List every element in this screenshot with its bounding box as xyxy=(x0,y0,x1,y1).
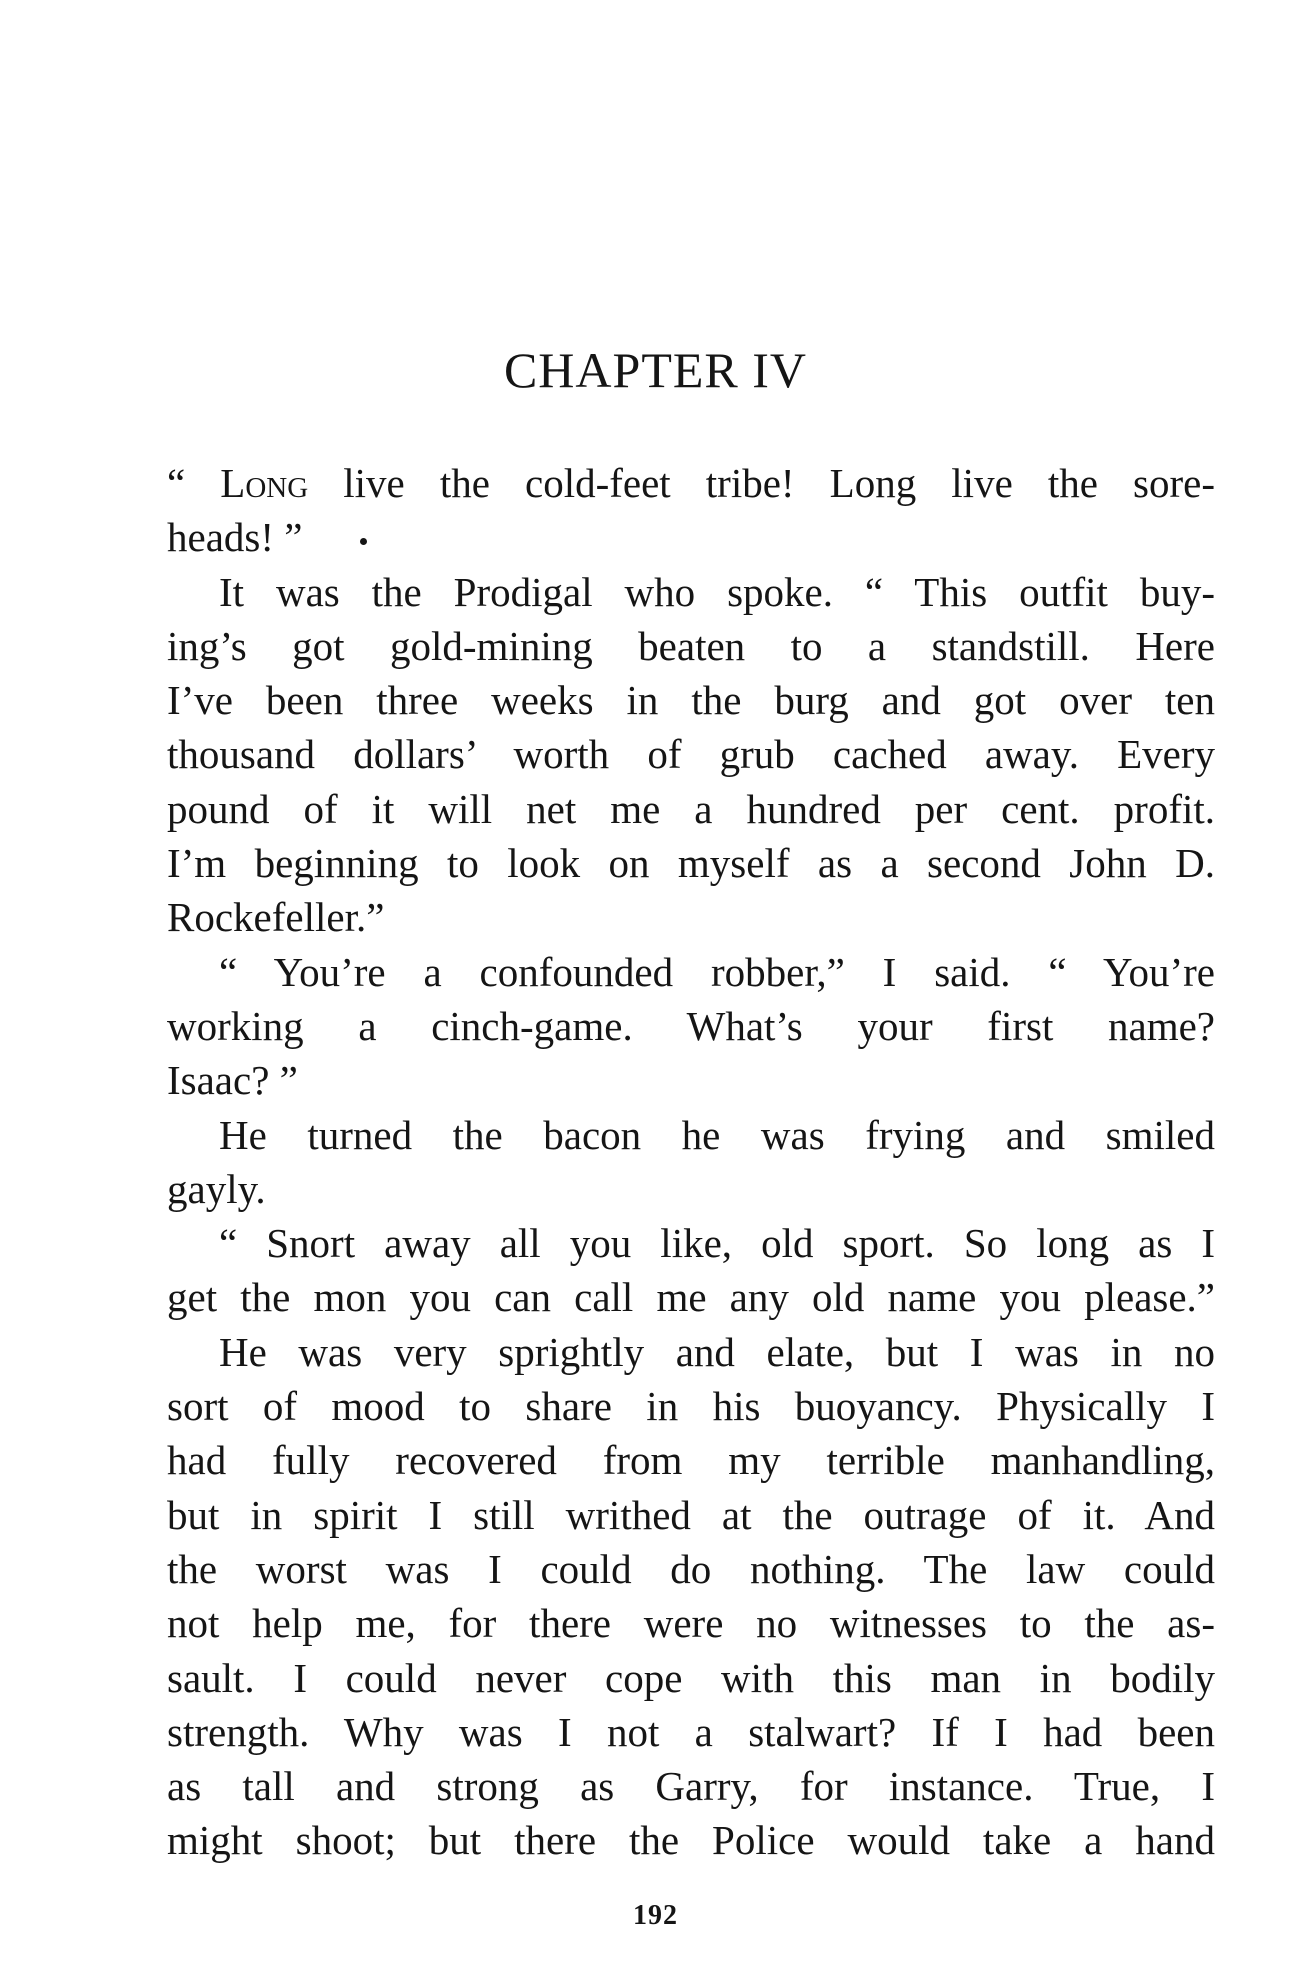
line-text: I’ve been three weeks in the burg and got over ten xyxy=(167,677,1215,724)
line-text: Isaac? ” xyxy=(167,1057,298,1104)
line-text: He turned the bacon he was frying and smiled xyxy=(219,1111,1215,1158)
line-text: had fully recovered from my terrible manhandling, xyxy=(167,1437,1215,1484)
page-number: 192 xyxy=(633,1900,678,1931)
text-line xyxy=(167,1108,1215,1162)
text-line xyxy=(167,1325,1215,1379)
text-line xyxy=(167,1053,1215,1107)
text-line xyxy=(167,1542,1215,1596)
text-line xyxy=(167,1216,1215,1270)
line-text: He was very sprightly and elate, but I was in no xyxy=(219,1328,1215,1375)
text-line xyxy=(167,1596,1215,1650)
text-line xyxy=(167,836,1215,890)
text-line xyxy=(167,1705,1215,1759)
text-line xyxy=(167,1270,1215,1324)
text-line xyxy=(167,1379,1215,1433)
line-text: get the mon you can call me any old name you please.” xyxy=(167,1274,1215,1321)
print-speck xyxy=(360,538,367,545)
body-text xyxy=(167,456,1215,1868)
line-text: not help me, for there were no witnesses to the as- xyxy=(167,1600,1215,1647)
opening-quote: “ xyxy=(167,460,221,506)
text-line xyxy=(167,619,1215,673)
line-text: gayly. xyxy=(167,1165,266,1212)
line-text: ing’s got gold-mining beaten to a standstill. Here xyxy=(167,622,1215,669)
line-text: sault. I could never cope with this man in bodily xyxy=(167,1654,1215,1701)
text-line xyxy=(167,890,1215,944)
line-text: sort of mood to share in his buoyancy. Physically I xyxy=(167,1383,1215,1430)
text-line xyxy=(167,456,1215,510)
line-text: It was the Prodigal who spoke. “ This outfit buy- xyxy=(219,568,1215,615)
text-line xyxy=(167,510,1215,564)
small-caps-word: Long xyxy=(220,460,309,506)
line-text: as tall and strong as Garry, for instance. True, I xyxy=(167,1763,1215,1810)
line-text: thousand dollars’ worth of grub cached away. Every xyxy=(167,731,1215,778)
line-text: might shoot; but there the Police would take a hand xyxy=(167,1817,1215,1864)
line-text: live the cold-feet tribe! Long live the sore- xyxy=(308,460,1215,506)
text-line xyxy=(167,727,1215,781)
text-line xyxy=(167,565,1215,619)
text-line xyxy=(167,1759,1215,1813)
line-text: but in spirit I still writhed at the outrage of it. And xyxy=(167,1491,1215,1538)
line-text: “ Snort away all you like, old sport. So long as I xyxy=(219,1220,1215,1267)
chapter-title: CHAPTER IV xyxy=(503,342,808,398)
line-text: working a cinch-game. What’s your first name? xyxy=(167,1002,1215,1049)
text-line xyxy=(167,1488,1215,1542)
text-line xyxy=(167,945,1215,999)
line-text: strength. Why was I not a stalwart? If I had been xyxy=(167,1708,1215,1755)
text-line xyxy=(167,1813,1215,1867)
line-text: Rockefeller.” xyxy=(167,894,385,941)
text-line xyxy=(167,999,1215,1053)
text-line xyxy=(167,1651,1215,1705)
text-line xyxy=(167,673,1215,727)
line-text: “ You’re a confounded robber,” I said. “ You’re xyxy=(219,948,1215,995)
line-text: pound of it will net me a hundred per cent. profit. xyxy=(167,785,1215,832)
line-text: I’m beginning to look on myself as a second John D. xyxy=(167,840,1215,887)
text-line xyxy=(167,1162,1215,1216)
text-line xyxy=(167,1433,1215,1487)
text-line xyxy=(167,782,1215,836)
line-text: the worst was I could do nothing. The law could xyxy=(167,1545,1215,1592)
line-text: heads! ” xyxy=(167,514,303,561)
